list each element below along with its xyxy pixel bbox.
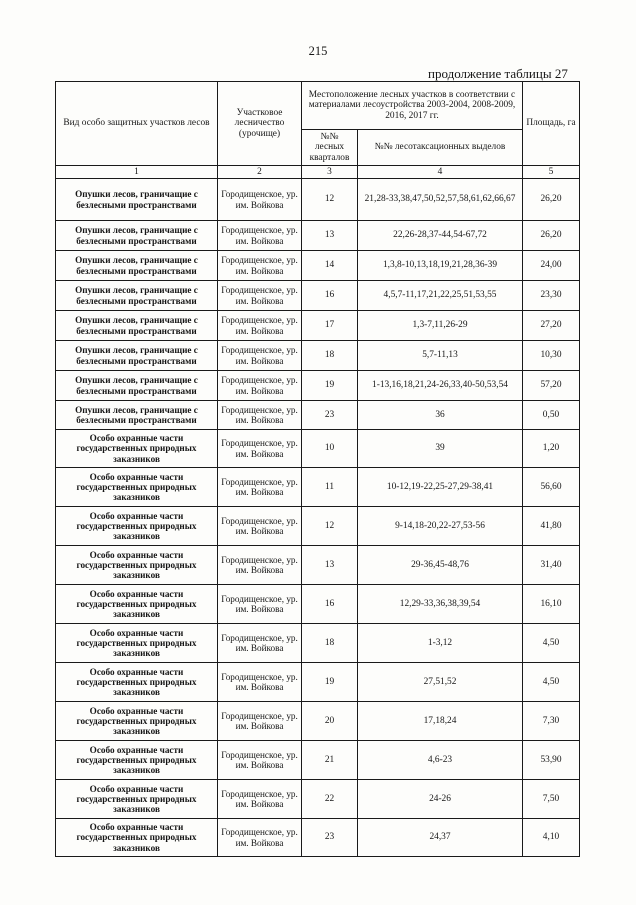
area-cell: 1,20 — [523, 430, 580, 468]
forestry-cell: Городищенское, ур. им. Войкова — [218, 741, 302, 780]
table-row — [56, 546, 580, 585]
plot-type-cell: Особо охранные части государственных природных заказников — [56, 507, 218, 546]
forest-plots-table — [55, 81, 580, 857]
area-cell: 41,80 — [523, 507, 580, 546]
plot-numbers-cell: 21,28-33,38,47,50,52,57,58,61,62,66,67 — [358, 179, 523, 221]
plot-type-cell: Особо охранные части государственных природных заказников — [56, 546, 218, 585]
quarter-number-cell: 23 — [302, 819, 358, 857]
area-cell: 16,10 — [523, 585, 580, 624]
column-number: 1 — [56, 166, 218, 179]
plot-type-cell: Особо охранные части государственных природных заказников — [56, 585, 218, 624]
forestry-cell: Городищенское, ур. им. Войкова — [218, 179, 302, 221]
plot-type-cell: Особо охранные части государственных природных заказников — [56, 819, 218, 857]
area-cell: 4,50 — [523, 624, 580, 663]
area-cell: 53,90 — [523, 741, 580, 780]
forestry-cell: Городищенское, ур. им. Войкова — [218, 468, 302, 507]
quarter-number-cell: 23 — [302, 401, 358, 430]
plot-numbers-cell: 5,7-11,13 — [358, 341, 523, 371]
plot-type-cell: Опушки лесов, граничащие с безлесными пространствами — [56, 311, 218, 341]
quarter-number-cell: 18 — [302, 341, 358, 371]
plot-type-cell: Опушки лесов, граничащие с безлесными пространствами — [56, 251, 218, 281]
continuation-title: продолжение таблицы 27 — [428, 66, 568, 81]
plot-type-cell: Опушки лесов, граничащие с безлесными пространствами — [56, 179, 218, 221]
plot-numbers-cell: 1-3,12 — [358, 624, 523, 663]
table-row — [56, 371, 580, 401]
table-row — [56, 819, 580, 857]
table-row — [56, 251, 580, 281]
area-cell: 10,30 — [523, 341, 580, 371]
plot-type-cell: Особо охранные части государственных природных заказников — [56, 430, 218, 468]
plot-numbers-cell: 22,26-28,37-44,54-67,72 — [358, 221, 523, 251]
plot-numbers-cell: 29-36,45-48,76 — [358, 546, 523, 585]
table-row — [56, 401, 580, 430]
plot-numbers-cell: 1,3-7,11,26-29 — [358, 311, 523, 341]
plot-numbers-cell: 36 — [358, 401, 523, 430]
plot-type-cell: Опушки лесов, граничащие с безлесными пространствами — [56, 281, 218, 311]
area-cell: 4,50 — [523, 663, 580, 702]
area-cell: 57,20 — [523, 371, 580, 401]
quarter-number-cell: 19 — [302, 371, 358, 401]
quarter-number-cell: 13 — [302, 221, 358, 251]
area-cell: 24,00 — [523, 251, 580, 281]
forestry-cell: Городищенское, ур. им. Войкова — [218, 311, 302, 341]
plot-type-cell: Опушки лесов, граничащие с безлесными пространствами — [56, 401, 218, 430]
table-row — [56, 507, 580, 546]
plot-type-cell: Опушки лесов, граничащие с безлесными пространствами — [56, 221, 218, 251]
plot-type-cell: Особо охранные части государственных природных заказников — [56, 624, 218, 663]
quarter-number-cell: 14 — [302, 251, 358, 281]
table-row — [56, 281, 580, 311]
column-number: 3 — [302, 166, 358, 179]
plot-numbers-cell: 27,51,52 — [358, 663, 523, 702]
table-row — [56, 663, 580, 702]
forestry-cell: Городищенское, ур. им. Войкова — [218, 221, 302, 251]
table-row — [56, 624, 580, 663]
quarter-number-cell: 12 — [302, 179, 358, 221]
forestry-cell: Городищенское, ур. им. Войкова — [218, 430, 302, 468]
table-row — [56, 179, 580, 221]
header-location: Местоположение лесных участков в соответствии с материалами лесоустройства 2003-2004, 2008-2009, 2016, 2017 гг. — [302, 82, 523, 130]
forestry-cell: Городищенское, ур. им. Войкова — [218, 341, 302, 371]
header-forestry: Участковое лесничество (урочище) — [218, 82, 302, 166]
forestry-cell: Городищенское, ур. им. Войкова — [218, 251, 302, 281]
plot-numbers-cell: 24-26 — [358, 780, 523, 819]
forestry-cell: Городищенское, ур. им. Войкова — [218, 780, 302, 819]
quarter-number-cell: 21 — [302, 741, 358, 780]
forestry-cell: Городищенское, ур. им. Войкова — [218, 401, 302, 430]
plot-numbers-cell: 1-13,16,18,21,24-26,33,40-50,53,54 — [358, 371, 523, 401]
plot-numbers-cell: 39 — [358, 430, 523, 468]
plot-numbers-cell: 9-14,18-20,22-27,53-56 — [358, 507, 523, 546]
quarter-number-cell: 17 — [302, 311, 358, 341]
table-row — [56, 780, 580, 819]
table-row — [56, 468, 580, 507]
table-header-row — [56, 82, 580, 130]
plot-type-cell: Особо охранные части государственных природных заказников — [56, 663, 218, 702]
quarter-number-cell: 22 — [302, 780, 358, 819]
area-cell: 7,50 — [523, 780, 580, 819]
plot-type-cell: Особо охранные части государственных природных заказников — [56, 702, 218, 741]
area-cell: 7,30 — [523, 702, 580, 741]
forestry-cell: Городищенское, ур. им. Войкова — [218, 281, 302, 311]
forestry-cell: Городищенское, ур. им. Войкова — [218, 702, 302, 741]
plot-numbers-cell: 4,6-23 — [358, 741, 523, 780]
area-cell: 26,20 — [523, 221, 580, 251]
table-row — [56, 221, 580, 251]
plot-type-cell: Особо охранные части государственных природных заказников — [56, 741, 218, 780]
column-number: 4 — [358, 166, 523, 179]
table-row — [56, 741, 580, 780]
area-cell: 31,40 — [523, 546, 580, 585]
forestry-cell: Городищенское, ур. им. Войкова — [218, 624, 302, 663]
plot-numbers-cell: 24,37 — [358, 819, 523, 857]
plot-type-cell: Опушки лесов, граничащие с безлесными пространствами — [56, 371, 218, 401]
area-cell: 56,60 — [523, 468, 580, 507]
plot-numbers-cell: 1,3,8-10,13,18,19,21,28,36-39 — [358, 251, 523, 281]
column-number: 5 — [523, 166, 580, 179]
forestry-cell: Городищенское, ур. им. Войкова — [218, 663, 302, 702]
table-row — [56, 702, 580, 741]
table-row — [56, 311, 580, 341]
plot-numbers-cell: 17,18,24 — [358, 702, 523, 741]
forestry-cell: Городищенское, ур. им. Войкова — [218, 546, 302, 585]
quarter-number-cell: 20 — [302, 702, 358, 741]
header-quarters: №№ лесных кварталов — [302, 130, 358, 166]
plot-type-cell: Опушки лесов, граничащие с безлесными пространствами — [56, 341, 218, 371]
plot-numbers-cell: 12,29-33,36,38,39,54 — [358, 585, 523, 624]
table-row — [56, 341, 580, 371]
plot-type-cell: Особо охранные части государственных природных заказников — [56, 780, 218, 819]
forestry-cell: Городищенское, ур. им. Войкова — [218, 371, 302, 401]
table-row — [56, 430, 580, 468]
quarter-number-cell: 18 — [302, 624, 358, 663]
column-number-row — [56, 166, 580, 179]
area-cell: 27,20 — [523, 311, 580, 341]
forestry-cell: Городищенское, ур. им. Войкова — [218, 507, 302, 546]
quarter-number-cell: 19 — [302, 663, 358, 702]
area-cell: 23,30 — [523, 281, 580, 311]
area-cell: 0,50 — [523, 401, 580, 430]
quarter-number-cell: 12 — [302, 507, 358, 546]
header-type: Вид особо защитных участков лесов — [56, 82, 218, 166]
quarter-number-cell: 13 — [302, 546, 358, 585]
quarter-number-cell: 16 — [302, 281, 358, 311]
area-cell: 26,20 — [523, 179, 580, 221]
plot-numbers-cell: 4,5,7-11,17,21,22,25,51,53,55 — [358, 281, 523, 311]
page-number: 215 — [308, 44, 328, 58]
quarter-number-cell: 10 — [302, 430, 358, 468]
quarter-number-cell: 11 — [302, 468, 358, 507]
plot-type-cell: Особо охранные части государственных природных заказников — [56, 468, 218, 507]
quarter-number-cell: 16 — [302, 585, 358, 624]
plot-numbers-cell: 10-12,19-22,25-27,29-38,41 — [358, 468, 523, 507]
header-plots: №№ лесотаксационных выделов — [358, 130, 523, 166]
column-number: 2 — [218, 166, 302, 179]
forestry-cell: Городищенское, ур. им. Войкова — [218, 585, 302, 624]
header-area: Площадь, га — [523, 82, 580, 166]
table-row — [56, 585, 580, 624]
area-cell: 4,10 — [523, 819, 580, 857]
forestry-cell: Городищенское, ур. им. Войкова — [218, 819, 302, 857]
